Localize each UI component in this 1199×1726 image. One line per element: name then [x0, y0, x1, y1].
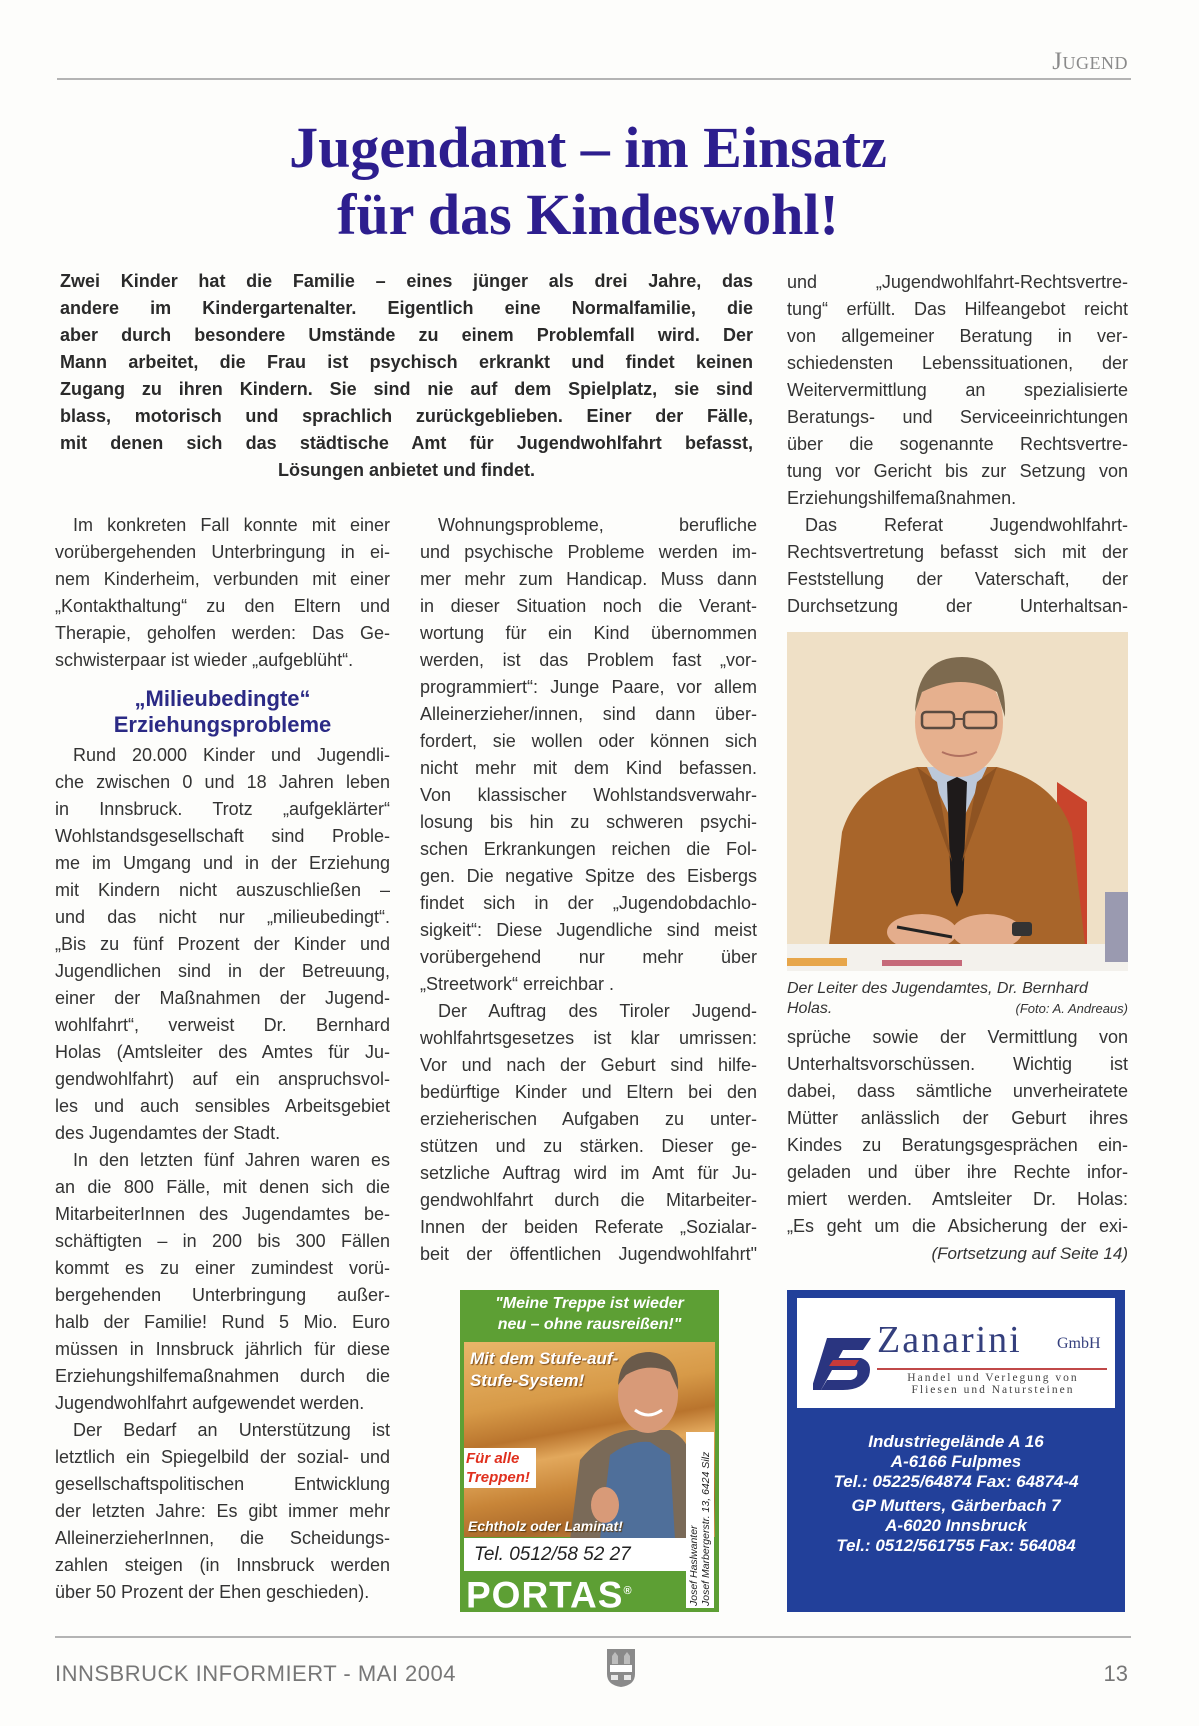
- footer-rule: [55, 1636, 1131, 1638]
- lead-line: Zugang zu ihren Kindern. Sie sind nie auf dem Spielplatz, sie sind: [60, 379, 753, 399]
- subheading-line: Erziehungsprobleme: [113, 712, 332, 737]
- address-innsbruck: [787, 1496, 1125, 1556]
- text-line: wohlfahrtsgesetzes ist klar umrissen:: [420, 1028, 757, 1048]
- text-line: In den letzten fünf Jahren waren es: [73, 1150, 390, 1170]
- text-line: einer der Maßnahmen der Jugend-: [55, 988, 390, 1008]
- lead-line: mit denen sich das städtische Amt für Jugendwohlfahrt befasst,: [60, 433, 753, 453]
- ad-all-stairs-text: [464, 1448, 536, 1488]
- text-line: letztlich ein Spiegelbild der sozial- und: [55, 1447, 390, 1467]
- lead-line: blass, motorisch und sprachlich zurückgeblieben. Einer der Fälle,: [60, 406, 753, 426]
- text-line: che zwischen 0 und 18 Jahren leben: [55, 772, 390, 792]
- text-line: halb der Familie! Rund 5 Mio. Euro: [55, 1312, 390, 1332]
- text-line: gesellschaftspolitischen Entwicklung: [55, 1474, 390, 1494]
- lead-line: aber durch besondere Umstände zu einem Problemfall wird. Der: [60, 325, 753, 345]
- subheading-line: „Milieubedingte“: [134, 686, 311, 711]
- text-line: von allgemeiner Beratung in ver-: [787, 326, 1128, 346]
- text-line: schwisterpaar ist wieder „aufgeblüht“.: [55, 650, 354, 670]
- text-line: Alleinerzieher/innen, sind dann über-: [420, 704, 757, 724]
- text-line: an die 800 Fälle, mit denen sich die: [55, 1177, 390, 1197]
- text-line: über 50 Prozent der Ehen geschieden).: [55, 1582, 370, 1602]
- text-line: Rund 20.000 Kinder und Jugendli-: [73, 745, 390, 765]
- continuation-note: (Fortsetzung auf Seite 14): [931, 1244, 1128, 1263]
- text-line: Feststellung der Vaterschaft, der: [787, 569, 1128, 589]
- text-line: beit der öffentlichen Jugendwohlfahrt": [420, 1244, 757, 1264]
- ad-phone: Tel. 0512/58 52 27: [464, 1538, 686, 1571]
- text-line: sigkeit“: Diese Jugendliche sind meist: [420, 920, 757, 940]
- publication-footer: INNSBRUCK INFORMIERT - MAI 2004: [55, 1661, 456, 1686]
- text-line: tung“ erfüllt. Das Hilfeangebot reicht: [787, 299, 1128, 319]
- header-rule: [57, 78, 1131, 80]
- text-line: stützen und zu stärken. Dieser ge-: [420, 1136, 757, 1156]
- lead-line: Zwei Kinder hat die Familie – eines jünger als drei Jahre, das: [60, 271, 753, 291]
- title-line: Jugendamt – im Einsatz: [289, 115, 887, 180]
- lead-line: andere im Kindergartenalter. Eigentlich eine Normalfamilie, die: [60, 298, 753, 318]
- text-line: über die sogenannte Rechtsvertre-: [787, 434, 1128, 454]
- text-line: fordert, sie wollen oder können sich: [420, 731, 757, 751]
- portrait-photo: [787, 632, 1128, 971]
- text-line: AlleinerzieherInnen, die Scheidungs-: [55, 1528, 390, 1548]
- text-line: schiedensten Lebenssituationen, der: [787, 353, 1128, 373]
- zanarini-advertisement[interactable]: [787, 1290, 1125, 1612]
- text-line: mit Kindern nicht auszuschließen –: [55, 880, 390, 900]
- address-line: Tel.: 05225/64874 Fax: 64874-4: [833, 1472, 1079, 1491]
- ad-address-line: Josef Marbergerstr. 13, 6424 Silz: [700, 1451, 712, 1606]
- paragraph: [787, 269, 1128, 512]
- page-number: 13: [1103, 1661, 1128, 1686]
- caption-text: Holas.: [787, 1000, 833, 1017]
- text-line: Jugendwohlfahrt aufgewendet werden.: [55, 1393, 365, 1413]
- text-line: nem Kinderheim, verbunden mit einer: [55, 569, 390, 589]
- text-line: Erziehungshilfemaßnahmen.: [787, 488, 1017, 508]
- text-line: Innen der beiden Referate „Sozialar-: [420, 1217, 757, 1237]
- text-line: bergehenden Unterbringung außer-: [55, 1285, 390, 1305]
- caption-line: [787, 999, 1128, 1019]
- brand-name: PORTAS: [466, 1574, 624, 1612]
- ad-system-line: Stufe-System!: [470, 1371, 585, 1390]
- paragraph: [420, 512, 757, 998]
- text-line: „Kontakthaltung“ zu den Eltern und: [55, 596, 390, 616]
- text-line: dabei, dass sämtliche unverheiratete: [787, 1081, 1128, 1101]
- address-line: A-6166 Fulpmes: [890, 1452, 1022, 1471]
- text-line: Beratungs- und Serviceeinrichtungen: [787, 407, 1128, 427]
- registered-mark: ®: [623, 1585, 633, 1597]
- text-line: findet sich in der „Jugendobdachlo-: [420, 893, 757, 913]
- paragraph: [787, 512, 1128, 620]
- subheading: [55, 686, 390, 738]
- city-coat-of-arms-icon: [606, 1648, 636, 1688]
- paragraph: [420, 998, 757, 1268]
- text-line: Rechtsvertretung befasst sich mit der: [787, 542, 1128, 562]
- photo-caption: [787, 979, 1128, 1019]
- text-line: schäftigten – in 200 bis 300 Fällen: [55, 1231, 390, 1251]
- text-line: und das nicht nur „milieubedingt“.: [55, 907, 390, 927]
- text-line: vorübergehend nur mehr über: [420, 947, 757, 967]
- text-line: Von klassischer Wohlstandsverwahr-: [420, 785, 757, 805]
- column-right-top: [787, 269, 1128, 620]
- caption-line: Der Leiter des Jugendamtes, Dr. Bernhard: [787, 980, 1088, 997]
- text-line: gendwohlfahrt) auf ein anspruchsvol-: [55, 1069, 390, 1089]
- text-line: programmiert“: Junge Paare, vor allem: [420, 677, 757, 697]
- text-line: gendwohlfahrt durch die Mitarbeiter-: [420, 1190, 757, 1210]
- tagline-line: Handel und Verlegung von: [907, 1372, 1079, 1384]
- text-line: Jugendlichen sind in der Betreuung,: [55, 961, 390, 981]
- paragraph: [787, 1024, 1128, 1240]
- lead-line: Mann arbeitet, die Frau ist psychisch erkrankt und findet keinen: [60, 352, 753, 372]
- text-line: bedürftige Kinder und Eltern bei den: [420, 1082, 757, 1102]
- text-line: Kindes zu Beratungsgesprächen ein-: [787, 1135, 1128, 1155]
- company-tagline: [877, 1372, 1109, 1396]
- text-line: nicht mehr mit dem Kind befassen.: [420, 758, 757, 778]
- text-line: Der Auftrag des Tiroler Jugend-: [438, 1001, 757, 1021]
- address-line: GP Mutters, Gärberbach 7: [851, 1496, 1061, 1515]
- text-line: kommt es zu einer zumindest vorü-: [55, 1258, 390, 1278]
- tagline-line: Fliesen und Natursteinen: [911, 1384, 1075, 1396]
- photo-credit: (Foto: A. Andreaus): [1015, 1001, 1128, 1016]
- text-line: wortung für ein Kind übernommen: [420, 623, 757, 643]
- text-line: „Bis zu fünf Prozent der Kinder und: [55, 934, 390, 954]
- ad-address-strip: [686, 1432, 714, 1608]
- text-line: „Es geht um die Absicherung der exi-: [787, 1216, 1128, 1236]
- text-line: miert werden. Amtsleiter Dr. Holas:: [787, 1189, 1128, 1209]
- text-line: Wohnungsprobleme, berufliche: [438, 515, 757, 535]
- text-line: werden, ist das Problem fast „vor-: [420, 650, 757, 670]
- text-line: Unterhaltsvorschüssen. Wichtig ist: [787, 1054, 1128, 1074]
- zanarini-logo-box: [797, 1298, 1115, 1408]
- text-line: erzieherischen Aufgaben zu unter-: [420, 1109, 757, 1129]
- address-line: Tel.: 0512/561755 Fax: 564084: [836, 1536, 1076, 1555]
- text-line: vorübergehenden Unterbringung in ei-: [55, 542, 390, 562]
- ad-all-stairs-line: Für alle: [466, 1450, 520, 1467]
- text-line: Durchsetzung der Unterhaltsan-: [787, 596, 1128, 616]
- text-line: losung bis hin zu schweren psychi-: [420, 812, 757, 832]
- text-line: setzliche Auftrag wird im Amt für Ju-: [420, 1163, 757, 1183]
- ad-headline-line: neu – ohne rausreißen!": [497, 1316, 682, 1333]
- column-middle: [420, 512, 757, 1268]
- lead-line: Lösungen anbietet und findet.: [278, 460, 535, 480]
- text-line: Weitervermittlung an spezialisierte: [787, 380, 1128, 400]
- text-line: Vor und nach der Geburt sind hilfe-: [420, 1055, 757, 1075]
- text-line: tung vor Gericht bis zur Setzung von: [787, 461, 1128, 481]
- text-line: mer mehr zum Handicap. Muss dann: [420, 569, 757, 589]
- text-line: Therapie, geholfen werden: Das Ge-: [55, 623, 390, 643]
- address-line: Industriegelände A 16: [868, 1432, 1044, 1451]
- ad-material-text: Echtholz oder Laminat!: [468, 1518, 623, 1534]
- text-line: schen Erkrankungen reichen die Fol-: [420, 839, 757, 859]
- text-line: geladen und über ihre Rechte infor-: [787, 1162, 1128, 1182]
- paragraph: [55, 1417, 390, 1606]
- section-label: Jugend: [1052, 48, 1128, 75]
- text-line: wohlfahrt“, verweist Dr. Bernhard: [55, 1015, 390, 1035]
- text-line: „Streetwork“ erreichbar .: [420, 974, 615, 994]
- text-line: Im konkreten Fall konnte mit einer: [73, 515, 390, 535]
- portas-advertisement[interactable]: [460, 1290, 719, 1612]
- ad-system-text: [470, 1348, 618, 1392]
- text-line: und „Jugendwohlfahrt-Rechtsvertre-: [787, 272, 1128, 292]
- article-title: [160, 114, 1016, 248]
- text-line: Wohlstandsgesellschaft sind Proble-: [55, 826, 390, 846]
- paragraph: [55, 742, 390, 1147]
- ad-all-stairs-line: Treppen!: [466, 1469, 530, 1486]
- paragraph: [55, 512, 390, 674]
- company-legal-form: GmbH: [1057, 1335, 1101, 1352]
- zanarini-logo-icon: [813, 1334, 873, 1394]
- paragraph: [55, 1147, 390, 1417]
- ad-address: [688, 1430, 712, 1606]
- address-line: A-6020 Innsbruck: [885, 1516, 1027, 1535]
- text-line: des Jugendamtes der Stadt.: [55, 1123, 281, 1143]
- text-line: in Innsbruck. Trotz „aufgeklärter“: [55, 799, 390, 819]
- text-line: der letzten Jahre: Es gibt immer mehr: [55, 1501, 390, 1521]
- ad-address-line: Josef Haslwanter: [688, 1525, 700, 1606]
- text-line: zahlen steigen (in Innsbruck werden: [55, 1555, 390, 1575]
- logo-rule: [877, 1368, 1107, 1370]
- ad-headline-line: "Meine Treppe ist wieder: [495, 1295, 684, 1312]
- text-line: les und auch sensibles Arbeitsgebiet: [55, 1096, 390, 1116]
- text-line: Der Bedarf an Unterstützung ist: [73, 1420, 390, 1440]
- title-line: für das Kindeswohl!: [337, 182, 839, 247]
- column-left: [55, 512, 390, 1606]
- text-line: müssen in Innsbruck jährlich für diese: [55, 1339, 390, 1359]
- column-right-bottom: [787, 1024, 1128, 1240]
- text-line: Mütter anlässlich der Geburt ihres: [787, 1108, 1128, 1128]
- text-line: me im Umgang und in der Erziehung: [55, 853, 390, 873]
- text-line: Das Referat Jugendwohlfahrt-: [805, 515, 1128, 535]
- text-line: in dieser Situation noch die Verant-: [420, 596, 757, 616]
- text-line: Erziehungshilfemaßnahmen durch die: [55, 1366, 390, 1386]
- text-line: Holas (Amtsleiter des Amtes für Ju-: [55, 1042, 390, 1062]
- text-line: gen. Die negative Spitze des Eisbergs: [420, 866, 757, 886]
- company-name: Zanarini: [877, 1319, 1022, 1361]
- text-line: sprüche sowie der Vermittlung von: [787, 1027, 1128, 1047]
- text-line: und psychische Probleme werden im-: [420, 542, 757, 562]
- portas-logo: [466, 1572, 633, 1612]
- address-fulpmes: [787, 1432, 1125, 1492]
- lead-paragraph: [60, 268, 753, 484]
- ad-system-line: Mit dem Stufe-auf-: [470, 1349, 619, 1368]
- text-line: MitarbeiterInnen des Jugendamtes be-: [55, 1204, 390, 1224]
